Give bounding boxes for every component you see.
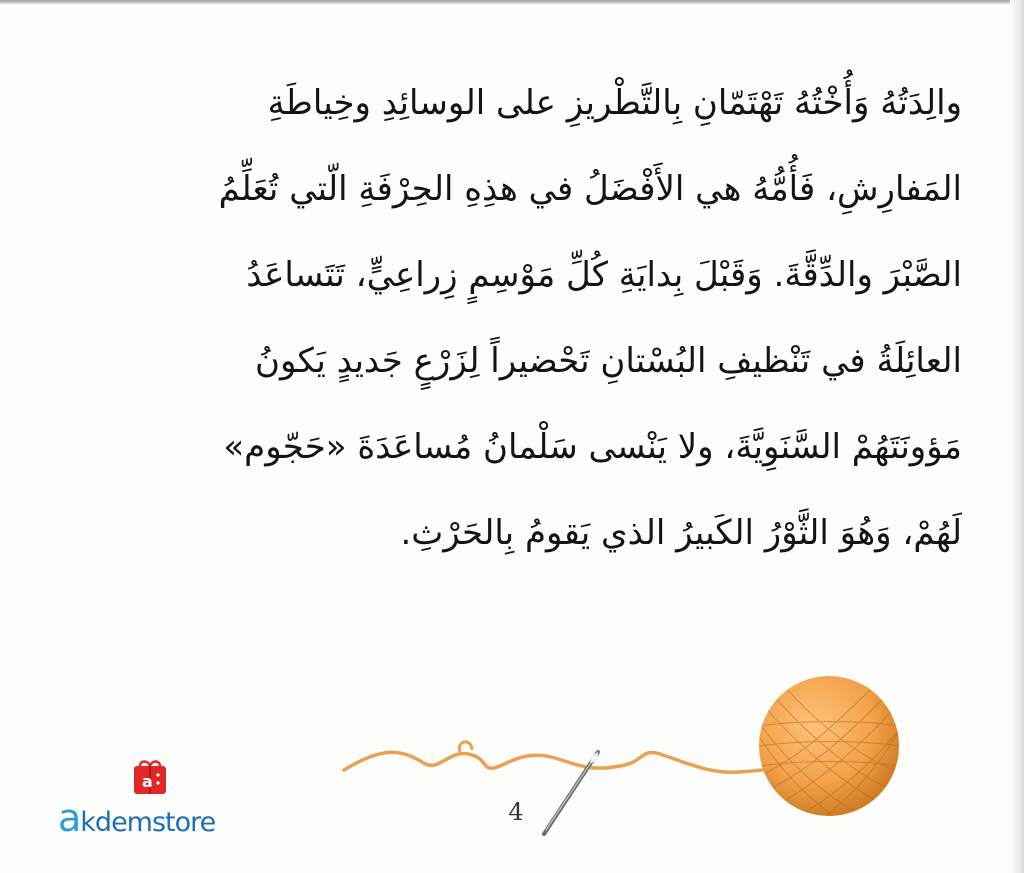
yarn-and-needle-illustration (330, 670, 910, 840)
story-text (100, 60, 962, 576)
story-line-2: المَفارِشِ، فَأُمُّهُ هي الأَفْضَلُ في هذِهِ الحِرْفَةِ الّتي تُعَلِّمُ (218, 169, 962, 209)
page-top-edge (0, 0, 1024, 4)
brand-rest: kdemstore (80, 807, 216, 838)
story-line-4: العائِلَةُ في تَنْظيفِ البُسْتانِ تَحْضيراً لِزَرْعٍ جَديدٍ يَكونُ (255, 341, 962, 381)
story-line-5: مَؤونَتَهُمْ السَّنَوِيَّةَ، ولا يَنْسى سَلْمانُ مُساعَدَةَ «حَجّوم» (223, 427, 962, 467)
story-line-1: والِدَتُهُ وَأُخْتُهُ تَهْتَمّانِ بِالتَّطْريزِ على الوسائِدِ وخِياطَةِ (267, 83, 962, 123)
story-line-6: لَهُمْ، وَهُوَ الثَّوْرُ الكَبيرُ الذي يَقومُ بِالحَرْثِ. (400, 513, 962, 553)
brand-logo (58, 756, 248, 840)
brand-wordmark (58, 796, 215, 840)
yarn-thread (344, 752, 792, 772)
page-binding-edge (1010, 0, 1024, 873)
page-number: 4 (508, 798, 524, 826)
svg-text:a: a (142, 772, 153, 791)
story-line-3: الصَّبْرَ والدِّقَّةَ. وَقَبْلَ بِدايَةِ كُلِّ مَوْسِمٍ زِراعِيٍّ، تَتَساعَدُ (246, 255, 962, 295)
book-gift-icon (130, 756, 170, 796)
thread-loop (459, 742, 472, 752)
brand-first-letter: a (58, 796, 81, 840)
